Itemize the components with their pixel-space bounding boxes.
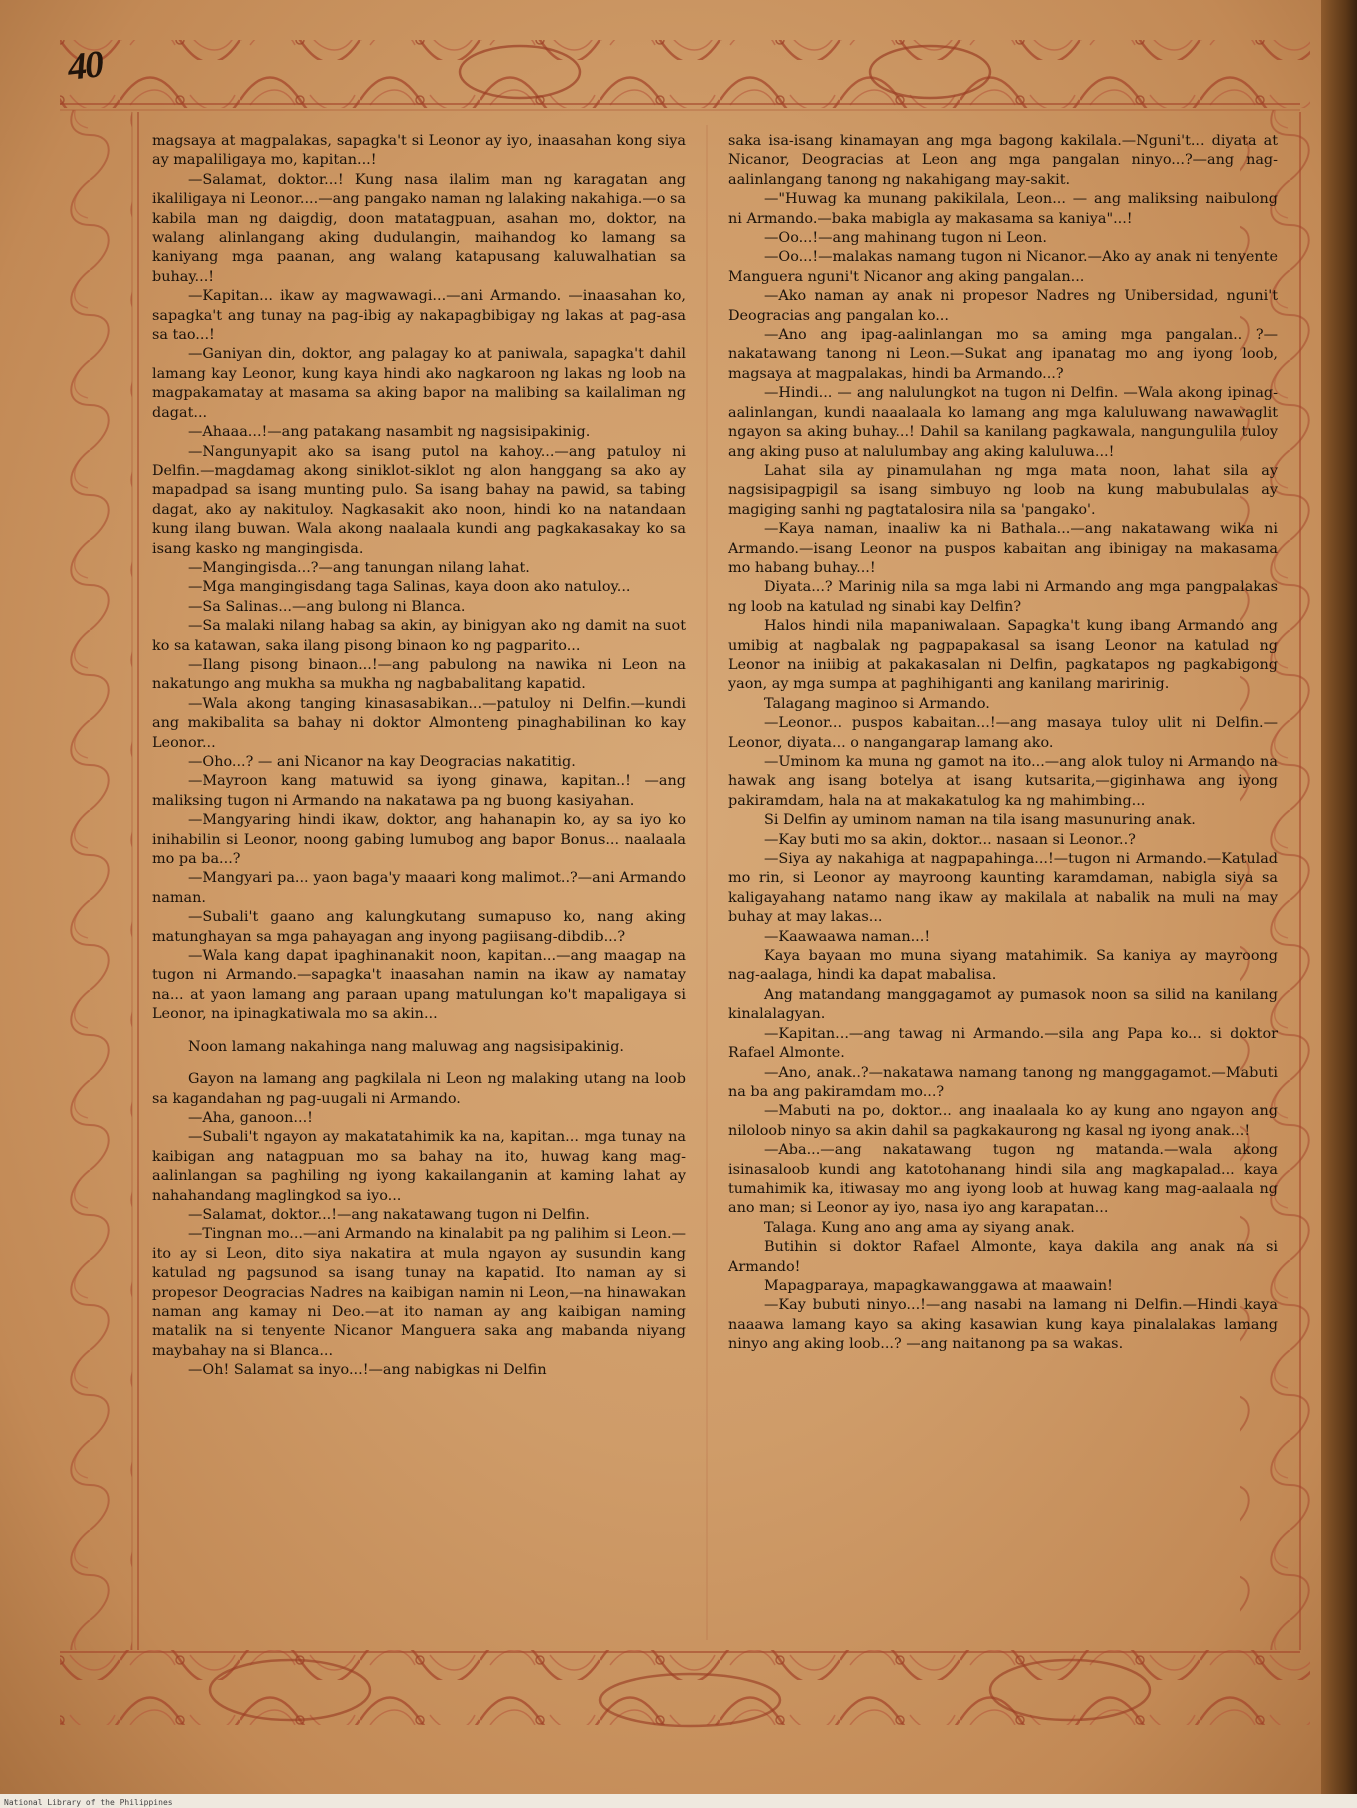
article-paragraph: —Siya ay nakahiga at nagpapahinga...!—tugon ni Armando.—Katulad mo rin, si Leonor ay mayroong kaunting karamdaman, nabigla siya sa kaligayahang natamo nang ikaw ay makilala at nabalik na muli na may buhay at may lakas... [728, 851, 1278, 926]
article-paragraph: Ang matandang manggagamot ay pumasok noon sa silid na kanilang kinalalagyan. [728, 986, 1278, 1023]
article-paragraph: —Kay bubuti ninyo...!—ang nasabi na lamang ni Delfin.—Hindi kaya naaawa lamang kayo sa aking kasawian kung kaya pinalalakas lamang ninyo ang aking loob...? —ang naitanong pa sa wakas. [728, 1297, 1278, 1353]
article-paragraph: —Nangunyapit ako sa isang putol na kahoy...—ang patuloy ni Delfin.—magdamag akong siniklot-siklot ng alon hanggang sa ako ay mapadpad sa isang munting pulo. Sa isang bahay na pawid, sa tabing dagat, ako ay nakituloy. Nagkasakit ako noon, hindi ko na natandaan kung ilang buwan. Wala akong naalaala kundi ang pagkakasakay ko sa isang kasko ng mangingisda. [152, 443, 686, 557]
article-paragraph: Talagang maginoo si Armando. [764, 695, 990, 712]
article-paragraph: —Mangyari pa... yaon baga'y maaari kong malimot..?—ani Armando naman. [152, 870, 686, 906]
article-paragraph: magsaya at magpalakas, sapagka't si Leonor ay iyo, inaasahan kong siya ay mapaliligaya mo, kapitan...! [152, 133, 686, 169]
article-paragraph: Si Delfin ay uminom naman na tila isang masunuring anak. [764, 812, 1196, 829]
article-paragraph: Noon lamang nakahinga nang maluwag ang nagsisipakinig. [188, 1038, 624, 1055]
article-paragraph: —Sa malaki nilang habag sa akin, ay binigyan ako ng damit na suot ko sa katawan, saka ilang pisong binaon ko ng pagparito... [152, 618, 686, 654]
article-paragraph: saka isa-isang kinamayan ang mga bagong kakilala.—Nguni't... diyata at Nicanor, Deogracias at Leon ang mga pangalan ninyo...?—ang nag-aalinlangang tanong ng nakahigang may-sakit. [728, 133, 1278, 188]
article-paragraph: —Ano ang ipag-aalinlangan mo sa aming mga pangalan.. ?—nakatawang tanong ni Leon.—Sukat ang ipanatag mo ang iyong loob, magsaya at magpalakas, hindi ba Armando...? [728, 327, 1278, 382]
article-paragraph: —Subali't gaano ang kalungkutang sumapuso ko, nang aking matunghayan sa mga pahayagan ang inyong pagiisang-dibdib...? [152, 909, 686, 945]
page-number: 40 [65, 43, 105, 89]
article-paragraph: Kaya bayaan mo muna siyang matahimik. Sa kaniya ay mayroong nag-aalaga, hindi ka dapat mabalisa. [728, 948, 1278, 984]
article-paragraph: —Ganiyan din, doktor, ang palagay ko at paniwala, sapagka't dahil lamang kay Leonor, kung kaya hindi ako nagkaroon ng lakas ng loob na magpakamatay at masama sa aking bapor na malibing sa kailaliman ng dagat... [152, 346, 686, 421]
article-paragraph: —Mabuti na po, doktor... ang inaalaala ko ay kung ano ngayon ang niloloob ninyo sa akin dahil sa pagkakaurong ng kasal ng iyong anak...! [728, 1103, 1278, 1139]
article-paragraph: —Kaawaawa naman...! [764, 928, 931, 945]
article-paragraph: —Salamat, doktor...! Kung nasa ilalim man ng karagatan ang ikaliligaya ni Leonor....—ang pangako naman ng lalaking nakahiga.—o sa kabila man ng daigdig, doon matatagpuan, asahan mo, doktor, na walang alinlangang aking dudulangin, maihandog ko lamang sa kaniyang mga paanan, ang walang katapusang kaluwalhatian sa buhay...! [152, 171, 686, 285]
article-paragraph: Halos hindi nila mapaniwalaan. Sapagka't kung ibang Armando ang umibig at nagbalak ng pagpapakasal sa isang Leonor na katulad ng Leonor na iniibig at pakakasalan ni Delfin, pagkatapos ng pagkabigong yaon, ay mga sumpa at paghihiganti ang kanilang maririnig. [728, 618, 1278, 693]
article-paragraph: —Tingnan mo...—ani Armando na kinalabit pa ng palihim si Leon.—ito ay si Leon, dito siya nakatira at mula ngayon ay susundin kang katulad ng pagsunod sa isang tunay na kapatid. Ito naman ay si propesor Deogracias Nadres na kaibigan namin ni Leon,—na hinawakan naman ang kamay ni Deo.—at ito naman ay ang kaibigan naming matalik na si tenyente Nicanor Manguera saka ang mabanda niyang maybahay na si Blanca... [152, 1226, 686, 1359]
article-paragraph: —Mangingisda...?—ang tanungan nilang lahat. [188, 559, 530, 576]
article-paragraph: Butihin si doktor Rafael Almonte, kaya dakila ang anak na si Armando! [728, 1239, 1278, 1275]
article-paragraph: —Ano, anak..?—nakatawa namang tanong ng manggagamot.—Mabuti na ba ang pakiramdam mo...? [728, 1064, 1278, 1100]
article-paragraph: —Sa Salinas...—ang bulong ni Blanca. [188, 598, 466, 615]
article-paragraph: —Kapitan...—ang tawag ni Armando.—sila ang Papa ko... si doktor Rafael Almonte. [728, 1025, 1278, 1062]
article-paragraph: —Salamat, doktor...!—ang nakatawang tugon ni Delfin. [188, 1206, 590, 1223]
article-paragraph: —Ilang pisong binaon...!—ang pabulong na nawika ni Leon na nakatungo ang mukha sa mukha ng nagbabalitang kapatid. [152, 656, 686, 693]
article-paragraph: —Oh! Salamat sa inyo...!—ang nabigkas ni Delfin [188, 1362, 547, 1379]
article-paragraph: —Aha, ganoon...! [188, 1109, 313, 1126]
article-paragraph: —Mangyaring hindi ikaw, doktor, ang hahanapin ko, ay sa iyo ko inihabilin si Leonor, noong gabing lumubog ang bapor Bonus... naalaala mo pa ba...? [152, 812, 686, 868]
footer-credit: National Library of the Philippines [4, 1798, 173, 1807]
article-paragraph: Lahat sila ay pinamulahan ng mga mata noon, lahat sila ay nagsisipagpigil sa isang simbuyo ng loob na kung mabubulalas ay magiging sanhi ng pagtatalosira nila sa 'pangako'. [728, 462, 1278, 518]
article-paragraph: —Aba...—ang nakatawang tugon ng matanda.—wala akong isinasaloob kundi ang katotohanang hindi sila ang magkapalad... kaya tumahimik ka, itiwasay mo ang iyong loob at huwag kang mag-aalaala ng ano man; si Leonor ay iyo, nasa iyo ang karapatan... [728, 1142, 1278, 1217]
article-paragraph: —Kapitan... ikaw ay magwawagi...—ani Armando. —inaasahan ko, sapagka't ang tunay na pag-ibig ay nakapagbibigay ng lakas at pag-asa sa tao...! [152, 288, 686, 344]
article-paragraph: —Leonor... puspos kabaitan...!—ang masaya tuloy ulit ni Delfin.—Leonor, diyata... o nangangarap lamang ako. [728, 715, 1278, 751]
article-paragraph: —Ahaaa...!—ang patakang nasambit ng nagsisipakinig. [188, 424, 591, 441]
footer-strip [0, 1794, 1357, 1808]
article-paragraph: —Wala akong tanging kinasasabikan...—patuloy ni Delfin.—kundi ang makibalita sa bahay ni doktor Almonteng pinaghabilinan ko kay Leonor... [152, 695, 686, 751]
page-binding-edge [1321, 0, 1357, 1808]
article-paragraph: Gayon na lamang ang pagkilala ni Leon ng malaking utang na loob sa kagandahan ng pag-uugali ni Armando. [152, 1071, 686, 1107]
article-paragraph: Mapagparaya, mapagkawanggawa at maawain! [764, 1277, 1113, 1294]
article-paragraph: Diyata...? Marinig nila sa mga labi ni Armando ang mga pangpalakas ng loob na katulad ng sinabi kay Delfin? [728, 579, 1278, 615]
article-paragraph: —Mga mangingisdang taga Salinas, kaya doon ako natuloy... [188, 579, 631, 596]
article-paragraph: —Hindi... — ang nalulungkot na tugon ni Delfin. —Wala akong ipinag-aalinlangan, kundi naaalaala ko lamang ang mga kaluluwang nawawaglit ngayon sa aking buhay...! Dahil sa kanilang pagkawala, nangungulila tuloy ang aking puso at nalulumbay ang aking kaluluwa...! [728, 385, 1278, 460]
article-paragraph: —"Huwag ka munang pakikilala, Leon... — ang maliksing naibulong ni Armando.—baka mabigla ay makasama sa kaniya"...! [728, 191, 1278, 227]
article-paragraph: —Oo...!—ang mahinang tugon ni Leon. [764, 230, 1047, 247]
article-paragraph: —Kay buti mo sa akin, doktor... nasaan si Leonor..? [764, 831, 1136, 848]
article-paragraph: —Uminom ka muna ng gamot na ito...—ang alok tuloy ni Armando na hawak ang isang botelya at isang kutsarita,—giginhawa ang iyong pakiramdam, hala na at makakatulog ka ng mahimbing... [728, 754, 1278, 809]
article-paragraph: —Subali't ngayon ay makatatahimik ka na, kapitan... mga tunay na kaibigan ang natagpuan mo sa bahay na ito, huwag kang mag-aalinlangan sa paghiling ng iyong kakailanganin at kaming lahat ay nahahandang maglingkod sa iyo... [152, 1129, 686, 1204]
article-column-right [728, 132, 1278, 1355]
article-paragraph: —Mayroon kang matuwid sa iyong ginawa, kapitan..! —ang maliksing tugon ni Armando na nakatawa pa ng buong kasiyahan. [152, 773, 686, 809]
article-paragraph: —Ako naman ay anak ni propesor Nadres ng Unibersidad, nguni't Deogracias ang pangalan ko... [728, 288, 1278, 324]
article-paragraph: —Wala kang dapat ipaghinanakit noon, kapitan...—ang maagap na tugon ni Armando.—sapagka't inaasahan namin na ikaw ay namatay na... at yaon lamang ang paraan upang matulungan ko't mapaligaya si Leonor, na ipinagkatiwala mo sa akin... [152, 948, 686, 1023]
article-paragraph: —Kaya naman, inaaliw ka ni Bathala...—ang nakatawang wika ni Armando.—isang Leonor na puspos kabaitan ang ibinigay na makasama mo habang buhay...! [728, 521, 1278, 576]
article-paragraph: Talaga. Kung ano ang ama ay siyang anak. [764, 1219, 1075, 1236]
article-paragraph: —Oho...? — ani Nicanor na kay Deogracias nakatitig. [188, 754, 576, 770]
article-column-left [152, 132, 686, 1381]
article-paragraph: —Oo...!—malakas namang tugon ni Nicanor.—Ako ay anak ni tenyente Manguera nguni't Nicanor ang aking pangalan... [728, 249, 1278, 285]
